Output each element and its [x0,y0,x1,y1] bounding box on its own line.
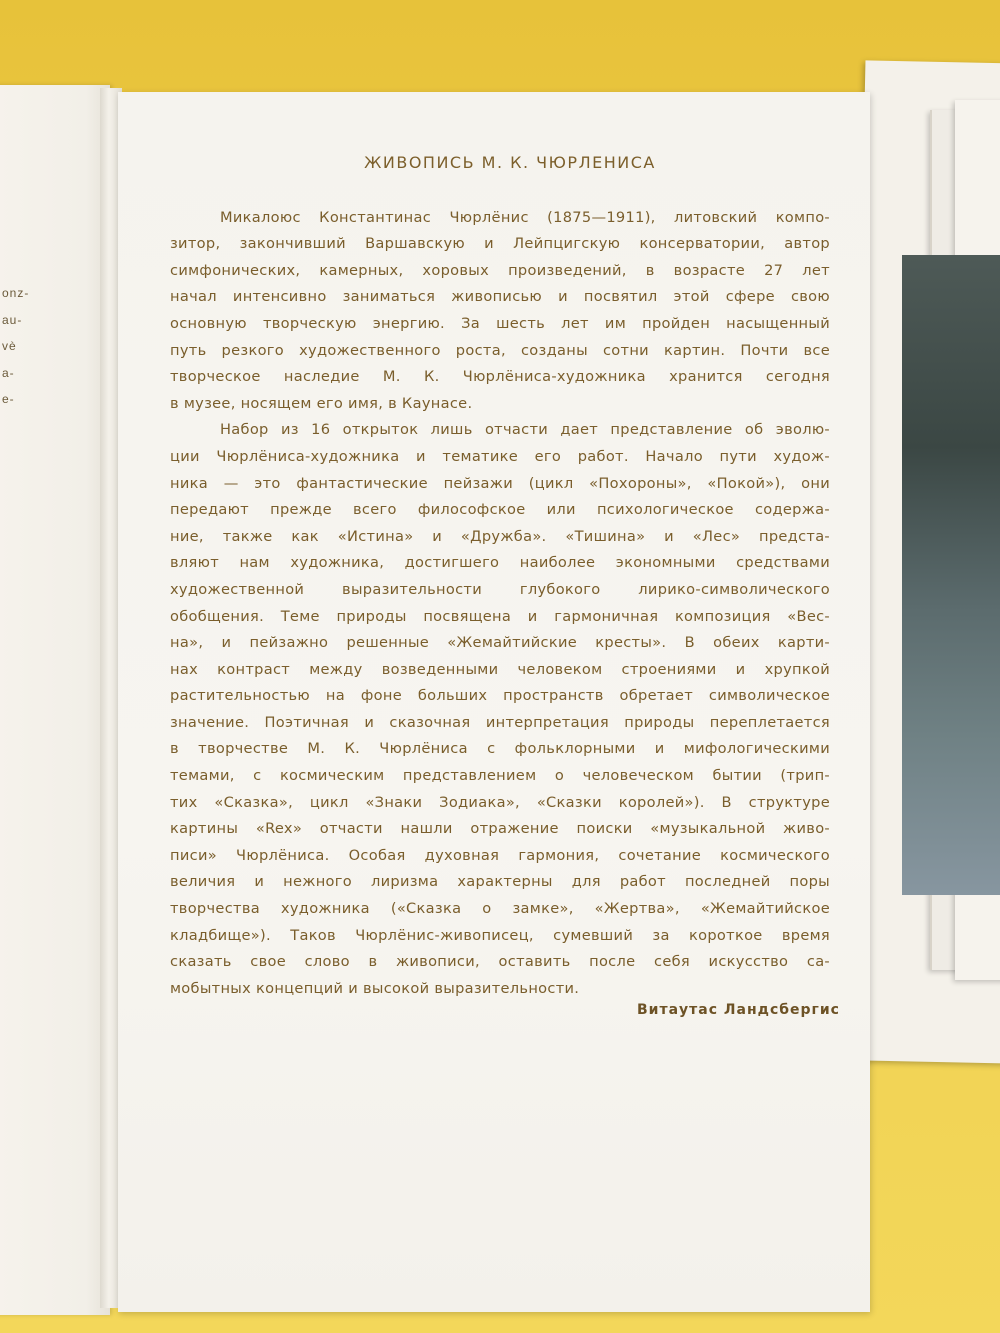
postcard-painting-image [902,255,1000,895]
text-line: на», и пейзажно решенные «Жемайтийские кресты». В обеих карти- [170,634,830,652]
article-text [170,150,830,1002]
text-line: ние, также как «Истина» и «Дружба». «Тишина» и «Лес» предста- [170,527,830,545]
text-line: темами, с космическим представлением о человеческом бытии (трип- [170,767,830,785]
text-line: мобытных концепций и высокой выразительности. [170,979,580,997]
text-line: обобщения. Теме природы посвящена и гармоничная композиция «Вес- [170,607,830,625]
text-line: в музее, носящем его имя, в Каунасе. [170,394,473,412]
text-line: значение. Поэтичная и сказочная интерпретация природы переплетается [170,713,830,731]
left-fragment: vè [2,339,17,353]
text-line: художественной выразительности глубокого лирико-символического [170,580,830,598]
text-line: симфонических, камерных, хоровых произведений, в возрасте 27 лет [170,261,830,279]
left-page-text-fragments [2,280,42,439]
text-line: сказать свое слово в живописи, оставить после себя искусство са- [170,953,830,971]
text-line: нах контраст между возведенными человеком строениями и хрупкой [170,660,830,678]
text-line: путь резкого художественного роста, созданы сотни картин. Почти все [170,341,830,359]
text-line: передают прежде всего философское или психологическое содержа- [170,501,830,519]
author-signature: Витаутас Ландсбергис [637,1002,840,1018]
folder-left-panel [0,85,110,1315]
text-line: растительностью на фоне больших пространств обретает символическое [170,687,830,705]
left-fragment: a- [2,365,15,380]
text-line: кладбище»). Таков Чюрлёнис-живописец, сумевший за короткое время [170,926,830,944]
left-fragment: au- [2,312,23,327]
text-line: тих «Сказка», цикл «Знаки Зодиака», «Сказки королей»). В структуре [170,793,830,811]
text-line: основную творческую энергию. За шесть лет им пройден насыщенный [170,314,830,332]
article-body [170,205,830,1003]
text-line: картины «Rex» отчасти нашли отражение поиски «музыкальной живо- [170,820,830,838]
text-line: начал интенсивно заниматься живописью и посвятил этой сфере свою [170,288,830,306]
text-line: творчества художника («Сказка о замке», «Жертва», «Жемайтийское [170,900,830,918]
text-line: писи» Чюрлёниса. Особая духовная гармония, сочетание космического [170,846,830,864]
text-line: зитор, закончивший Варшавскую и Лейпцигскую консерватории, автор [170,235,830,253]
text-line: в творчестве М. К. Чюрлёниса с фольклорными и мифологическими [170,740,830,758]
article-title: ЖИВОПИСЬ М. К. ЧЮРЛЕНИСА [364,153,656,172]
text-line: Микалоюс Константинас Чюрлёнис (1875—1911), литовский компо- [220,208,830,226]
text-line: творческое наследие М. К. Чюрлёниса-художника хранится сегодня [170,368,830,386]
text-line: ции Чюрлёниса-художника и тематике его работ. Начало пути худож- [170,447,830,465]
text-line: ника — это фантастические пейзажи (цикл «Похороны», «Покой»), они [170,474,830,492]
text-line: Набор из 16 открыток лишь отчасти дает представление об эволю- [220,421,830,439]
left-fragment: e- [2,392,15,406]
text-line: вляют нам художника, достигшего наиболее экономными средствами [170,554,830,572]
left-fragment: onz- [2,286,30,300]
left-fragment [2,413,42,440]
text-line: величия и нежного лиризма характерны для работ последней поры [170,873,830,891]
